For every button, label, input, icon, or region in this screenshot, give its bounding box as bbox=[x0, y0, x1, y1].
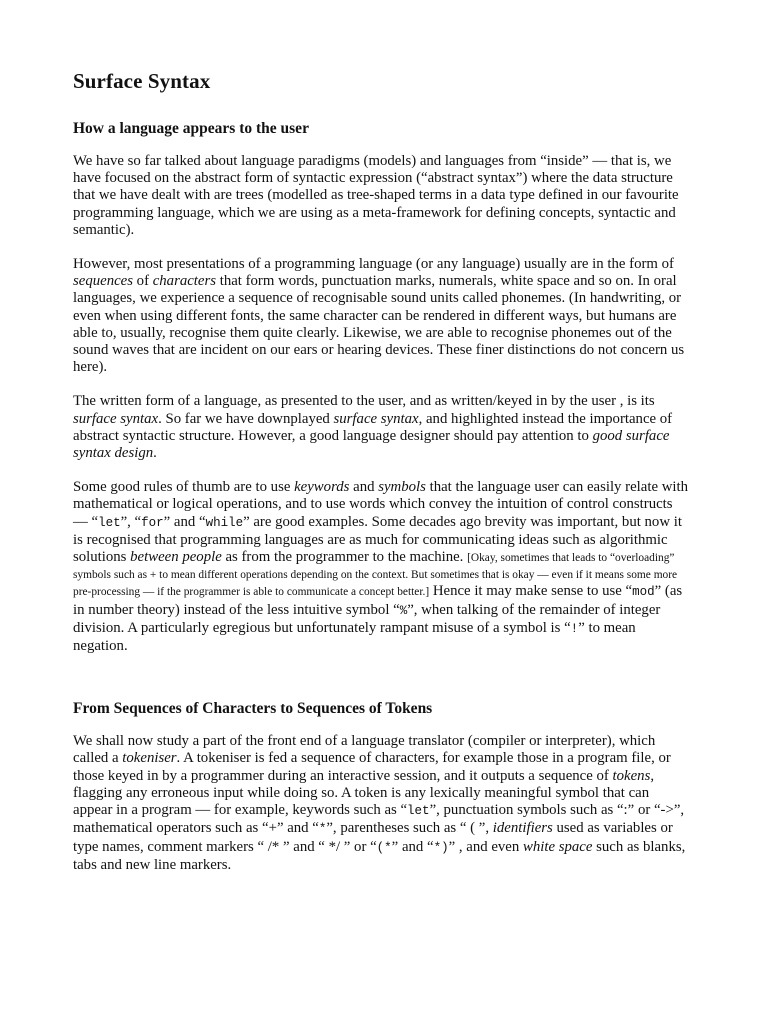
section-heading-tokens: From Sequences of Characters to Sequences of Tokens bbox=[73, 700, 433, 718]
emphasis-keywords: keywords bbox=[294, 479, 350, 496]
text-run: such as blanks, tabs and new line markers. bbox=[73, 838, 686, 873]
text-run: ” or “ bbox=[627, 802, 661, 819]
text-run: ”, bbox=[475, 820, 493, 837]
symbol-plus: + bbox=[268, 820, 277, 837]
paragraph-tokeniser bbox=[73, 733, 688, 874]
emphasis-characters: characters bbox=[152, 273, 217, 290]
text-run: ”, “ bbox=[120, 513, 142, 530]
text-run: , flagging any erroneous input while doing so. A token is any lexically meaningful symbol that can appear in a program — for example, keywords such as “ bbox=[73, 767, 655, 819]
text-run: ” and “ bbox=[279, 838, 329, 855]
emphasis-between-people: between people bbox=[130, 549, 222, 566]
text-run: . A tokeniser is fed a sequence of characters, for example those in a program file, or those keyed in by a programmer during an interactive session, and it outputs a sequence of bbox=[73, 750, 671, 784]
text-run: ” to mean negation. bbox=[73, 619, 636, 655]
code-let: let bbox=[407, 804, 430, 819]
text-run: However, most presentations of a programming language (or any language) usually are in the form of bbox=[73, 256, 674, 273]
text-run: , and highlighted instead the importance of abstract syntactic structure. However, a good language designer should pay attention to bbox=[73, 410, 673, 444]
text-run: that form words, punctuation marks, numerals, white space and so on. In oral languages, we experience a sequence of recognisable sound units called phonemes. (In handwriting, or even when using different fonts, the same character can be rendered in different ways, but humans are able to, usually, recognise them quite clearly. Likewise, we are able to recognise phonemes out of the sound waves that are incident on our ears or hearing devices. These finer distinctions do not concern us here). bbox=[73, 273, 685, 376]
text-run: ”, parentheses such as “ bbox=[326, 820, 471, 837]
text-run: Some good rules of thumb are to use bbox=[73, 479, 295, 496]
text-run: and bbox=[349, 479, 379, 496]
text-run: ” and “ bbox=[276, 820, 319, 837]
document-page bbox=[73, 66, 688, 891]
text-run: ” and “ bbox=[163, 513, 206, 530]
symbol-comment-open: /* bbox=[267, 838, 280, 855]
text-run: ” are good examples. Some decades ago brevity was important, but now it is recognised that programming languages are as much for communicating ideas such as algorithmic solutions bbox=[73, 513, 682, 566]
emphasis-tokeniser: tokeniser bbox=[122, 750, 177, 767]
code-star: * bbox=[318, 822, 327, 837]
text-run: ”, mathematical operators such as “ bbox=[73, 802, 685, 837]
emphasis-tokens: tokens bbox=[612, 767, 651, 784]
text-run: . So far we have downplayed bbox=[158, 410, 334, 427]
text-run: ” (as in number theory) instead of the less intuitive symbol “ bbox=[73, 583, 683, 618]
text-run: We shall now study a part of the front end of a language translator (compiler or interpreter), which called a bbox=[73, 733, 656, 767]
paragraph-written-form bbox=[73, 393, 688, 462]
paragraph-rules-of-thumb bbox=[73, 479, 688, 655]
code-ml-comment-open: (* bbox=[376, 840, 392, 855]
emphasis-white-space: white space bbox=[522, 838, 593, 855]
code-let: let bbox=[98, 515, 121, 530]
text-run: The written form of a language, as presented to the user, and as written/keyed in by the user , is its bbox=[73, 393, 655, 410]
paragraph-sequences bbox=[73, 256, 688, 376]
text-run: ” , and even bbox=[448, 838, 523, 855]
symbol-colon: : bbox=[623, 802, 628, 819]
symbol-arrow: -> bbox=[660, 802, 674, 819]
aside-note: [Okay, sometimes that leads to “overloading” symbols such as + to mean different operations depending on the context. But sometimes that is okay — even if it means some more pre-processing — if the programmer is able to communicate a concept better.] bbox=[73, 552, 678, 599]
text-run: . bbox=[153, 445, 157, 462]
text-run: ”, punctuation symbols such as “ bbox=[429, 802, 624, 819]
paragraph-inside-view: We have so far talked about language paradigms (models) and languages from “inside” — that is, we have focused on the abstract form of syntactic expression (“abstract syntax”) where the data structure that we have dealt with are trees (modelled as tree-shaped terms in a data type defined in our favourite programming language, which we are using as a meta-framework for defining concepts, syntactic and semantic). bbox=[73, 153, 679, 238]
text-run: Hence it may make sense to use “ bbox=[429, 583, 633, 600]
text-run: ”, when talking of the remainder of integer division. A particularly egregious but unfortunately rampant misuse of a symbol is “ bbox=[73, 601, 661, 636]
section-heading-appearance: How a language appears to the user bbox=[73, 120, 309, 137]
emphasis-surface-syntax: surface syntax bbox=[333, 410, 419, 427]
code-bang: ! bbox=[570, 621, 579, 636]
text-run: used as variables or type names, comment markers “ bbox=[73, 820, 673, 855]
emphasis-good-design: good surface syntax design bbox=[73, 427, 670, 462]
text-run: ” and “ bbox=[391, 838, 434, 855]
emphasis-sequences: sequences bbox=[73, 273, 133, 290]
page-title: Surface Syntax bbox=[73, 69, 211, 93]
code-ml-comment-close: *) bbox=[433, 840, 449, 855]
emphasis-symbols: symbols bbox=[378, 479, 426, 496]
emphasis-identifiers: identifiers bbox=[492, 820, 553, 837]
code-percent: % bbox=[399, 603, 408, 618]
text-run: as from the programmer to the machine. bbox=[221, 549, 468, 566]
symbol-paren: ( bbox=[470, 820, 476, 837]
text-run: ” or “ bbox=[340, 838, 377, 855]
text-run: that the language user can easily relate with mathematical or logical operations, and to use words which convey the intuition of control constructs — “ bbox=[73, 479, 689, 530]
code-mod: mod bbox=[632, 585, 655, 600]
code-for: for bbox=[141, 515, 164, 530]
code-while: while bbox=[205, 515, 244, 530]
symbol-comment-close: */ bbox=[328, 838, 341, 855]
emphasis-surface-syntax: surface syntax bbox=[73, 410, 159, 427]
text-run: of bbox=[132, 273, 153, 290]
